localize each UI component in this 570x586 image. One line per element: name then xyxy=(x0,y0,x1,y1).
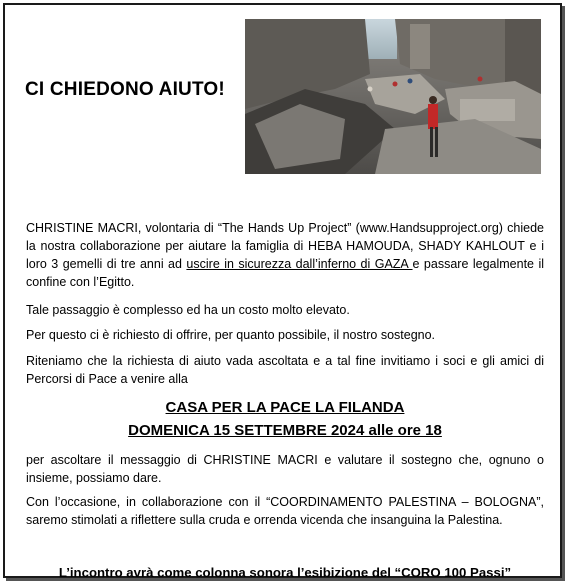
paragraph-intro xyxy=(26,219,544,291)
intro-text: CHRISTINE MACRI, volontaria di “The Hands Up Project” (www.Handsupproject.org) chiede la nostra collaborazione per aiutare la famiglia di HEBA HAMOUDA, SHADY KAHLOUT e i loro 3 gemelli di tre anni ad xyxy=(26,221,544,271)
paragraph-message: per ascoltare il messaggio di CHRISTINE MACRI e valutare il sostegno che, ognuno o insieme, possiamo dare. xyxy=(26,453,544,485)
paragraph-support: Per questo ci è richiesto di offrire, per quanto possibile, il nostro sostegno. xyxy=(26,328,436,342)
paragraph-invitation: Riteniamo che la richiesta di aiuto vada ascoltata e a tal fine invitiamo i soci e gli amici di Percorsi di Pace a venire alla xyxy=(26,354,544,386)
venue-place: CASA PER LA PACE LA FILANDA xyxy=(165,399,405,416)
footer-note: L’incontro avrà come colonna sonora l’esibizione del “CORO 100 Passi” xyxy=(58,565,512,580)
intro-text-end: e passare legalmente il confine con l’Egitto. xyxy=(26,257,545,289)
paragraph-coordination: Con l’occasione, in collaborazione con il “COORDINAMENTO PALESTINA – BOLOGNA”, saremo stimolati a riflettere sulla cruda e orrenda vicenda che insanguina la Palestina. xyxy=(26,495,544,527)
paragraph-cost: Tale passaggio è complesso ed ha un costo molto elevato. xyxy=(26,303,350,317)
intro-underlined-text: uscire in sicurezza dall’inferno di GAZA xyxy=(186,257,413,271)
venue-date: DOMENICA 15 SETTEMBRE 2024 alle ore 18 xyxy=(128,422,442,439)
gaza-rubble-photo xyxy=(245,19,541,174)
headline: CI CHIEDONO AIUTO! xyxy=(25,79,225,100)
